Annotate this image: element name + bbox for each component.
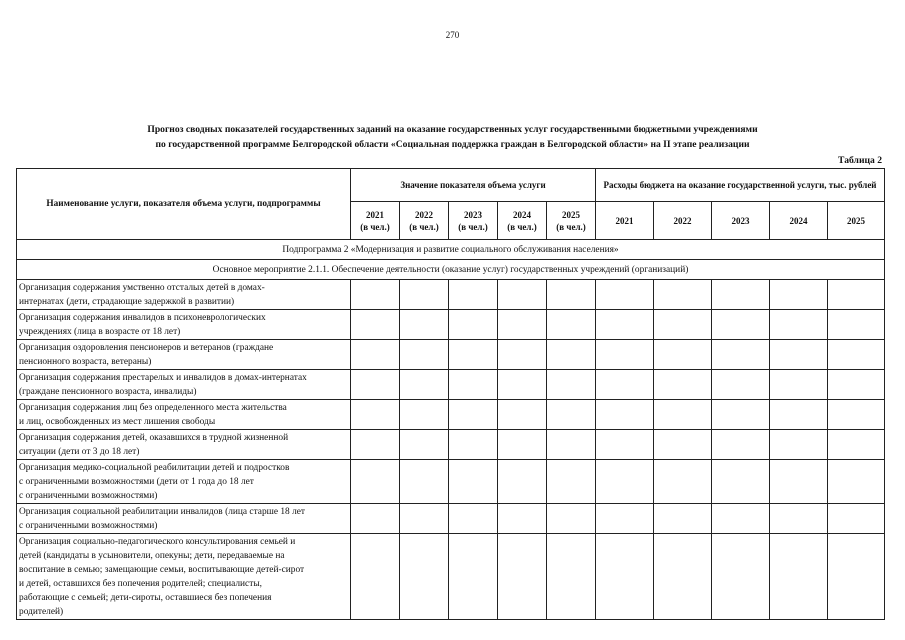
expense-value-cell <box>828 340 885 370</box>
volume-value-cell <box>400 504 449 534</box>
expense-value-cell <box>654 340 712 370</box>
volume-year-label: 2022 <box>415 209 433 220</box>
expense-value-cell <box>828 370 885 400</box>
volume-value-cell <box>449 370 498 400</box>
volume-value-cell <box>351 504 400 534</box>
volume-value-cell <box>400 460 449 504</box>
expense-value-cell <box>712 370 770 400</box>
header-volume-group: Значение показателя объема услуги <box>351 169 596 202</box>
volume-value-cell <box>449 310 498 340</box>
expense-value-cell <box>654 310 712 340</box>
service-row <box>17 460 885 504</box>
volume-value-cell <box>547 340 596 370</box>
volume-year-label: 2025 <box>562 209 580 220</box>
expense-value-cell <box>828 310 885 340</box>
expense-value-cell <box>712 280 770 310</box>
expense-value-cell <box>596 504 654 534</box>
service-name <box>17 280 351 310</box>
service-name <box>17 504 351 534</box>
service-name-line: Организация содержания детей, оказавшихся в трудной жизненной <box>19 433 289 443</box>
volume-value-cell <box>449 534 498 620</box>
volume-value-cell <box>449 400 498 430</box>
expense-value-cell <box>712 534 770 620</box>
volume-value-cell <box>351 280 400 310</box>
service-name <box>17 430 351 460</box>
expense-value-cell <box>828 504 885 534</box>
service-name-line: работающие с семьей; дети-сироты, оставшиеся без попечения <box>19 593 272 603</box>
volume-value-cell <box>547 280 596 310</box>
header-expense-group: Расходы бюджета на оказание государственной услуги, тыс. рублей <box>596 169 885 202</box>
volume-value-cell <box>547 504 596 534</box>
volume-value-cell <box>449 280 498 310</box>
expense-value-cell <box>654 534 712 620</box>
volume-value-cell <box>498 534 547 620</box>
service-name-line: Организация содержания инвалидов в психоневрологических <box>19 313 266 323</box>
subprogram-row: Подпрограмма 2 «Модернизация и развитие социального обслуживания населения» <box>17 240 885 260</box>
service-name <box>17 534 351 620</box>
volume-value-cell <box>449 430 498 460</box>
volume-value-cell <box>351 400 400 430</box>
title-line-1: Прогноз сводных показателей государственных заданий на оказание государственных услуг государственными бюджетными учреждениями <box>147 124 758 135</box>
service-name-line: родителей) <box>19 607 64 617</box>
volume-value-cell <box>498 400 547 430</box>
expense-value-cell <box>596 310 654 340</box>
expense-value-cell <box>828 534 885 620</box>
volume-value-cell <box>400 310 449 340</box>
volume-value-cell <box>351 340 400 370</box>
volume-value-cell <box>400 400 449 430</box>
service-name-line: и лиц, освобожденных из мест лишения свободы <box>19 417 216 427</box>
service-name-line: Организация содержания лиц без определенного места жительства <box>19 403 287 413</box>
service-name-line: Организация оздоровления пенсионеров и ветеранов (граждане <box>19 343 274 353</box>
volume-value-cell <box>400 340 449 370</box>
volume-value-cell <box>351 534 400 620</box>
service-row <box>17 310 885 340</box>
service-name-line: интернатах (дети, страдающие задержкой в развитии) <box>19 297 235 307</box>
expense-value-cell <box>712 400 770 430</box>
service-name <box>17 460 351 504</box>
header-expense-year: 2024 <box>770 202 828 240</box>
volume-value-cell <box>351 460 400 504</box>
service-name-line: с ограниченными возможностями) <box>19 491 158 501</box>
service-row <box>17 504 885 534</box>
volume-value-cell <box>351 430 400 460</box>
volume-value-cell <box>400 534 449 620</box>
header-volume-year <box>547 202 596 240</box>
volume-year-unit: (в чел.) <box>409 221 439 232</box>
service-row <box>17 280 885 310</box>
expense-value-cell <box>596 340 654 370</box>
service-name-line: Организация содержания престарелых и инвалидов в домах-интернатах <box>19 373 307 383</box>
service-name-line: и детей, оставшихся без попечения родителей; специалисты, <box>19 579 262 589</box>
volume-year-unit: (в чел.) <box>360 221 390 232</box>
volume-value-cell <box>400 430 449 460</box>
page-number: 270 <box>445 30 460 40</box>
service-row <box>17 534 885 620</box>
expense-value-cell <box>770 460 828 504</box>
volume-value-cell <box>547 370 596 400</box>
volume-value-cell <box>547 460 596 504</box>
expense-value-cell <box>654 430 712 460</box>
header-expense-year: 2023 <box>712 202 770 240</box>
expense-value-cell <box>596 280 654 310</box>
volume-value-cell <box>400 280 449 310</box>
service-name-line: Организация социально-педагогического консультирования семьей и <box>19 537 296 547</box>
expense-value-cell <box>654 400 712 430</box>
service-name-line: (граждане пенсионного возраста, инвалиды) <box>19 387 197 397</box>
service-name <box>17 310 351 340</box>
expense-value-cell <box>770 310 828 340</box>
service-name <box>17 400 351 430</box>
service-row <box>17 430 885 460</box>
service-row <box>17 370 885 400</box>
expense-value-cell <box>712 460 770 504</box>
expense-value-cell <box>828 460 885 504</box>
service-name-line: воспитание в семью; замещающие семьи, воспитывающие детей-сирот <box>19 565 305 575</box>
header-volume-year <box>351 202 400 240</box>
expense-value-cell <box>770 370 828 400</box>
expense-value-cell <box>712 310 770 340</box>
expense-value-cell <box>596 460 654 504</box>
expense-value-cell <box>712 504 770 534</box>
volume-value-cell <box>547 400 596 430</box>
volume-value-cell <box>449 504 498 534</box>
volume-year-unit: (в чел.) <box>556 221 586 232</box>
volume-value-cell <box>449 460 498 504</box>
document-title <box>40 122 865 152</box>
service-name-line: учреждениях (лица в возрасте от 18 лет) <box>19 327 181 337</box>
service-name-line: Организация социальной реабилитации инвалидов (лица старше 18 лет <box>19 507 306 517</box>
service-name-line: с ограниченными возможностями (дети от 1 года до 18 лет <box>19 477 254 487</box>
header-name-column: Наименование услуги, показателя объема услуги, подпрограммы <box>17 169 351 240</box>
expense-value-cell <box>770 430 828 460</box>
header-volume-year <box>498 202 547 240</box>
expense-value-cell <box>770 534 828 620</box>
header-expense-year: 2022 <box>654 202 712 240</box>
title-line-2: по государственной программе Белгородской области «Социальная поддержка граждан в Белгородской области» на II этапе реализации <box>155 139 750 150</box>
service-name <box>17 340 351 370</box>
volume-value-cell <box>351 370 400 400</box>
forecast-table <box>16 168 885 620</box>
header-expense-year: 2021 <box>596 202 654 240</box>
volume-year-label: 2024 <box>513 209 531 220</box>
volume-year-unit: (в чел.) <box>458 221 488 232</box>
expense-value-cell <box>712 340 770 370</box>
expense-value-cell <box>596 534 654 620</box>
expense-value-cell <box>770 400 828 430</box>
expense-value-cell <box>770 280 828 310</box>
service-name-line: пенсионного возраста, ветераны) <box>19 357 152 367</box>
expense-value-cell <box>770 504 828 534</box>
expense-value-cell <box>654 504 712 534</box>
header-expense-year: 2025 <box>828 202 885 240</box>
volume-value-cell <box>547 534 596 620</box>
expense-value-cell <box>654 460 712 504</box>
volume-year-label: 2021 <box>366 209 384 220</box>
volume-value-cell <box>498 340 547 370</box>
service-row <box>17 340 885 370</box>
volume-value-cell <box>498 504 547 534</box>
volume-value-cell <box>449 340 498 370</box>
header-volume-year <box>449 202 498 240</box>
expense-value-cell <box>596 370 654 400</box>
expense-value-cell <box>596 400 654 430</box>
volume-value-cell <box>547 430 596 460</box>
volume-year-label: 2023 <box>464 209 482 220</box>
volume-value-cell <box>498 310 547 340</box>
service-name-line: ситуации (дети от 3 до 18 лет) <box>19 447 140 457</box>
expense-value-cell <box>828 280 885 310</box>
volume-value-cell <box>498 280 547 310</box>
expense-value-cell <box>770 340 828 370</box>
expense-value-cell <box>596 430 654 460</box>
expense-value-cell <box>712 430 770 460</box>
expense-value-cell <box>828 430 885 460</box>
service-name-line: Организация медико-социальной реабилитации детей и подростков <box>19 463 290 473</box>
expense-value-cell <box>654 370 712 400</box>
volume-value-cell <box>498 370 547 400</box>
main-activity-row: Основное мероприятие 2.1.1. Обеспечение деятельности (оказание услуг) государственных учреждений (организаций) <box>17 260 885 280</box>
expense-value-cell <box>828 400 885 430</box>
service-name-line: Организация содержания умственно отсталых детей в домах- <box>19 283 265 293</box>
volume-value-cell <box>400 370 449 400</box>
volume-value-cell <box>547 310 596 340</box>
expense-value-cell <box>654 280 712 310</box>
service-name-line: с ограниченными возможностями) <box>19 521 158 531</box>
service-name <box>17 370 351 400</box>
volume-value-cell <box>498 460 547 504</box>
volume-year-unit: (в чел.) <box>507 221 537 232</box>
header-volume-year <box>400 202 449 240</box>
volume-value-cell <box>351 310 400 340</box>
service-name-line: детей (кандидаты в усыновители, опекуны; дети, передаваемые на <box>19 551 285 561</box>
service-row <box>17 400 885 430</box>
volume-value-cell <box>498 430 547 460</box>
table-label: Таблица 2 <box>838 155 882 166</box>
